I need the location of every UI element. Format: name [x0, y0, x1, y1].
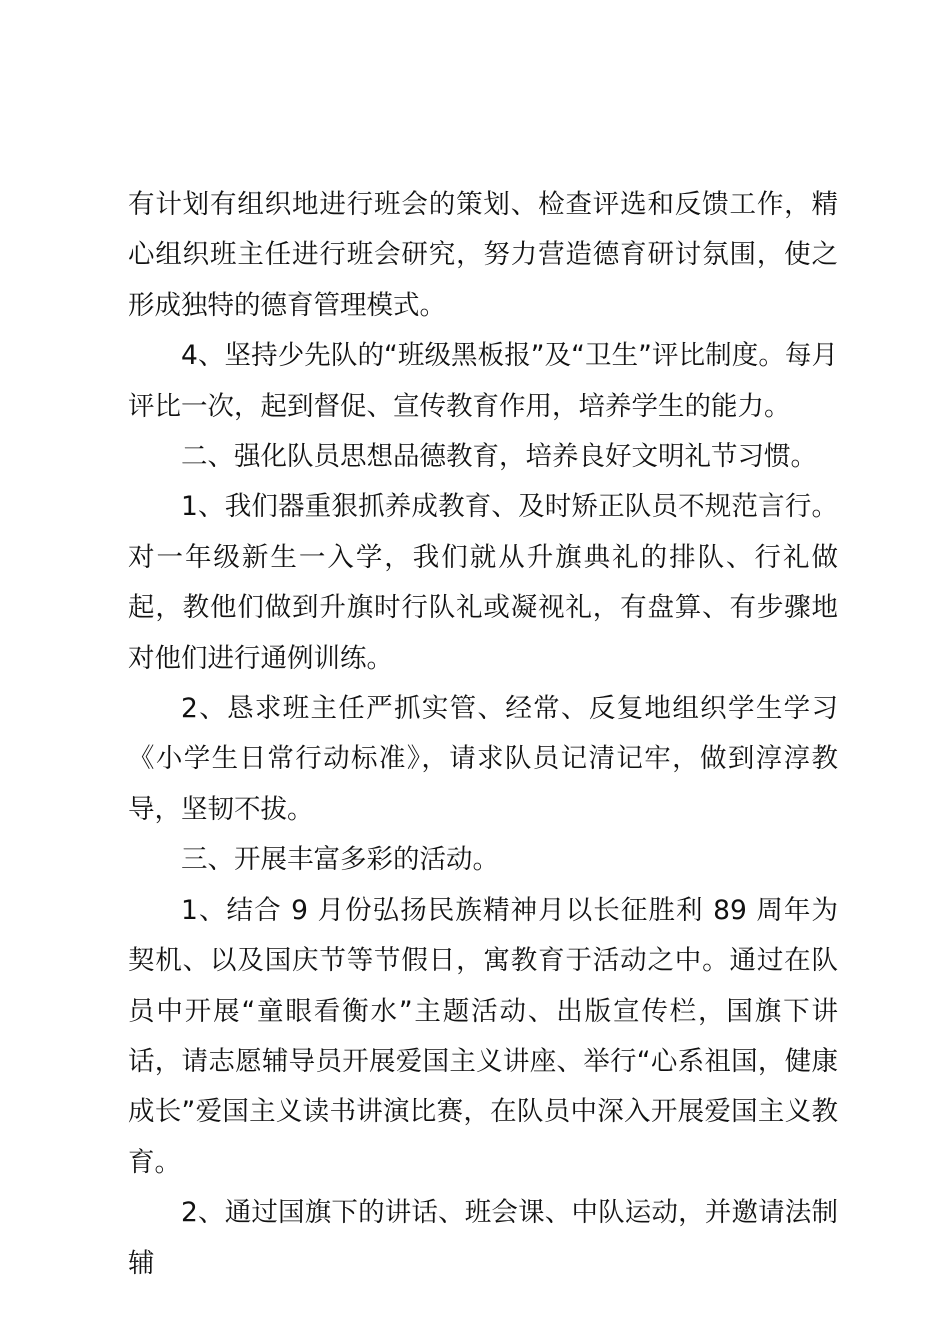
paragraph-continuation: 有计划有组织地进行班会的策划、检查评选和反馈工作，精心组织班主任进行班会研究，努力营造德育研讨氛围，使之形成独特的德育管理模式。: [128, 189, 838, 321]
body-text: [128, 180, 838, 1289]
section-heading-2: 二、强化队员思想品德教育，培养良好文明礼节习惯。: [181, 441, 817, 473]
paragraph-item-2-law-education: 2、通过国旗下的讲话、班会课、中队运动，并邀请法制辅: [128, 1197, 838, 1279]
paragraph-item-4-blackboard: 4、坚持少先队的“班级黑板报”及“卫生”评比制度。每月评比一次，起到督促、宣传教育作用，培养学生的能力。: [128, 340, 838, 422]
paragraph-item-1-habits: 1、我们器重狠抓养成教育、及时矫正队员不规范言行。对一年级新生一入学，我们就从升旗典礼的排队、行礼做起，教他们做到升旗时行队礼或凝视礼，有盘算、有步骤地对他们进行通例训练。: [128, 491, 838, 674]
section-heading-3: 三、开展丰富多彩的活动。: [181, 844, 499, 876]
paragraph-item-1-patriotism: 1、结合 9 月份弘扬民族精神月以长征胜利 89 周年为契机、以及国庆节等节假日，寓教育于活动之中。通过在队员中开展“童眼看衡水”主题活动、出版宣传栏，国旗下讲话，请志愿辅导员开展爱国主义讲座、举行“心系祖国，健康成长”爱国主义读书讲演比赛，在队员中深入开展爱国主义教育。: [128, 894, 838, 1178]
paragraph-item-2-standards: 2、恳求班主任严抓实管、经常、反复地组织学生学习《小学生日常行动标准》，请求队员记清记牢，做到淳淳教导，坚韧不拔。: [128, 693, 838, 825]
